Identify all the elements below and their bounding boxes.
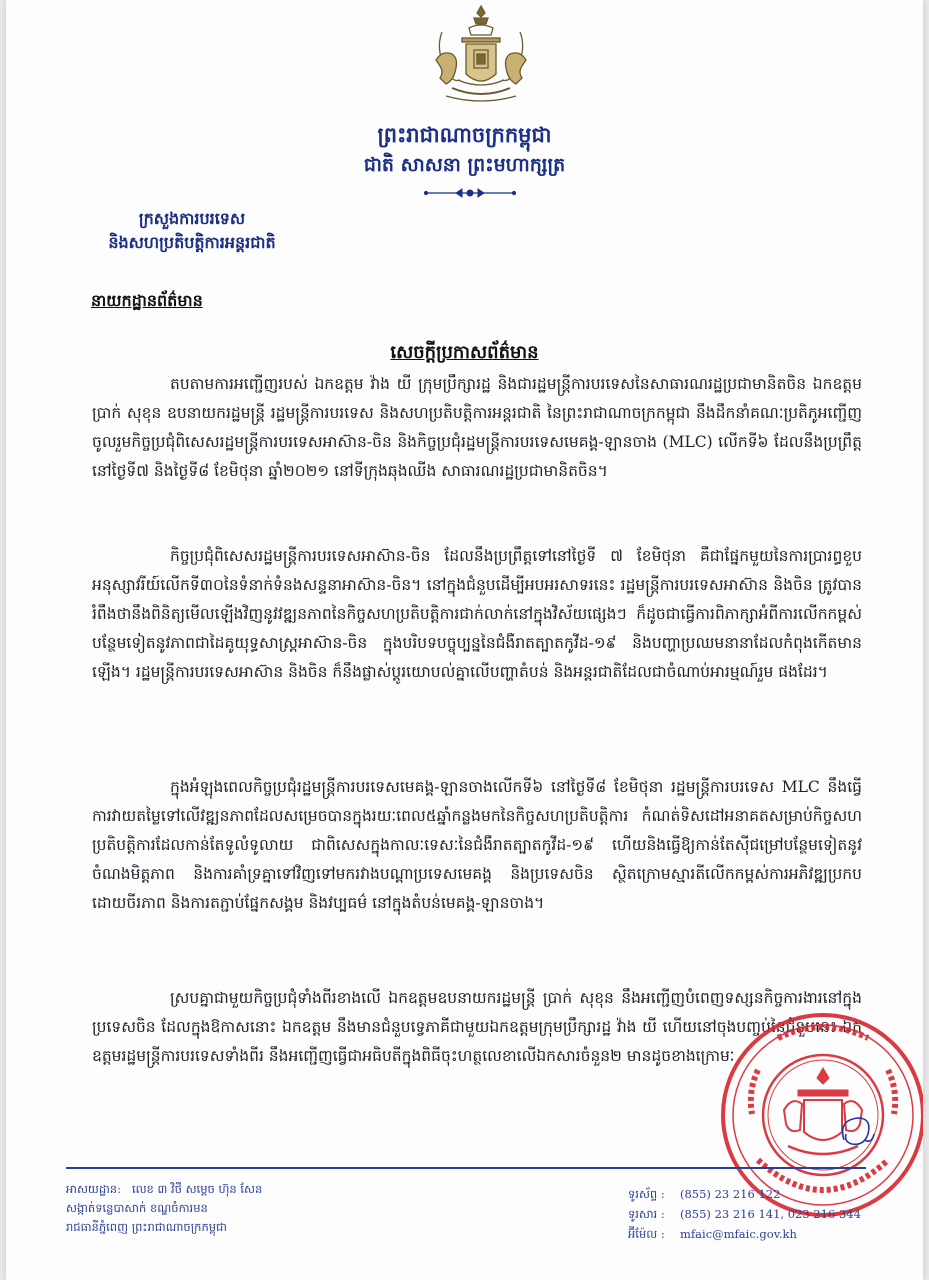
- document-page: [6, 0, 923, 1280]
- ministry-line-2: និងសហប្រតិបត្តិការអន្តរជាតិ: [108, 233, 276, 252]
- footer-divider: [66, 1167, 866, 1169]
- fax-label: ទូរសារ :: [628, 1207, 665, 1221]
- kingdom-heading: ព្រះរាជាណាចក្រកម្ពុជា: [377, 122, 552, 147]
- signature-mark-icon: [836, 1110, 876, 1154]
- address-label: អាសយដ្ឋាន:: [66, 1182, 121, 1196]
- address-line-3: រាជធានីភ្នំពេញ ព្រះរាជាណាចក្រកម្ពុជា: [66, 1220, 227, 1234]
- email-value[interactable]: mfaic@mfaic.gov.kh: [680, 1227, 797, 1241]
- royal-coat-of-arms-icon: [422, 2, 540, 110]
- phone-value: (855) 23 216 122: [680, 1187, 781, 1201]
- paragraph-3-text: ក្នុងអំឡុងពេលកិច្ចប្រជុំរដ្ឋមន្ត្រីការបរទេសមេគង្គ-ឡានចាងលើកទី៦ នៅថ្ងៃទី៨ ខែមិថុនា រដ្ឋមន្ត្រីការបរទេស MLC នឹងធ្វើការវាយតម្លៃទៅលើវឌ្ឍនភាពដែលសម្រេចបានក្នុងរយៈពេល៥ឆ្នាំកន្លងមកនៃកិច្ចសហប្រតិបត្តិការ កំណត់ទិសដៅអនាគតសម្រាប់កិច្ចសហប្រតិបត្តិការដែលកាន់តែទូលំទូលាយ ជាពិសេសក្នុងកាលៈទេសៈនៃជំងឺរាតត្បាតកូវីដ-១៩ ហើយនិងធ្វើឱ្យកាន់តែស៊ីជម្រៅបន្ថែមទៀតនូវចំណងមិត្តភាព និងការគាំទ្រគ្នាទៅវិញទៅមករវាងបណ្តាប្រទេសមេគង្គ និងប្រទេសចិន ស្ថិតក្រោមស្មារតីលើកកម្ពស់ការអភិវឌ្ឍប្រកបដោយចីរភាព និងការតភ្ជាប់ផ្នែកសង្គម និងវប្បធម៌ នៅក្នុងតំបន់មេគង្គ-ឡានចាង។: [92, 778, 862, 912]
- national-motto: ជាតិ សាសនា ព្រះមហាក្សត្រ: [363, 154, 566, 176]
- paragraph-4-text: ស្របគ្នាជាមួយកិច្ចប្រជុំទាំងពីរខាងលើ ឯកឧត្តមឧបនាយករដ្ឋមន្ត្រី ប្រាក់ សុខុន នឹងអញ្ជើញបំពេញទស្សនកិច្ចការងារនៅក្នុងប្រទេសចិន ដែលក្នុងឱកាសនោះ ឯកឧត្តម នឹងមានជំនួបទ្វេភាគីជាមួយឯកឧត្តមក្រុមប្រឹក្សារដ្ឋ វ៉ាង យី ហើយនៅចុងបញ្ចប់នៃជំនួបនេះ ឯកឧត្តមរដ្ឋមន្ត្រីការបរទេសទាំងពីរ នឹងអញ្ជើញធ្វើជាអធិបតីក្នុងពិធីចុះហត្ថលេខាលើឯកសារចំនួន២ មានដូចខាងក្រោមៈ: [92, 989, 862, 1065]
- ministry-name: [62, 207, 322, 255]
- ornament-divider-icon: [420, 187, 520, 199]
- fax-value: (855) 23 216 141, 023 216 344: [680, 1207, 861, 1221]
- paragraph-3: [92, 773, 862, 918]
- paragraph-1-text: តបតាមការអញ្ជើញរបស់ ឯកឧត្តម វ៉ាង យី ក្រុមប្រឹក្សារដ្ឋ និងជារដ្ឋមន្ត្រីការបរទេសនៃសាធារណរដ្ឋប្រជាមានិតចិន ឯកឧត្តម ប្រាក់ សុខុន ឧបនាយករដ្ឋមន្ត្រី រដ្ឋមន្ត្រីការបរទេស និងសហប្រតិបត្តិការអន្តរជាតិ នៃព្រះរាជាណាចក្រកម្ពុជា នឹងដឹកនាំគណៈប្រតិភូអញ្ជើញចូលរួមកិច្ចប្រជុំពិសេសរដ្ឋមន្ត្រីការបរទេសអាស៊ាន-ចិន និងកិច្ចប្រជុំរដ្ឋមន្ត្រីការបរទេសមេគង្គ-ឡានចាង (MLC) លើកទី៦ ដែលនឹងប្រព្រឹត្តនៅថ្ងៃទី៧ និងថ្ងៃទី៨ ខែមិថុនា ឆ្នាំ២០២១ នៅទីក្រុងឆុងឈីង សាធារណរដ្ឋប្រជាមានិតចិន។: [92, 375, 862, 480]
- paragraph-2: [92, 542, 862, 687]
- document-title: សេចក្តីប្រកាសព័ត៌មាន: [390, 342, 539, 363]
- phone-label: ទូរស័ព្ទ :: [628, 1187, 665, 1201]
- paragraph-1: [92, 370, 862, 486]
- ministry-line-1: ក្រសួងការបរទេស: [138, 209, 246, 228]
- footer-address: [66, 1180, 466, 1237]
- department-name: នាយកដ្ឋានព័ត៌មាន: [91, 291, 203, 310]
- email-label: អ៊ីម៉ែល :: [628, 1227, 665, 1241]
- paragraph-2-text: កិច្ចប្រជុំពិសេសរដ្ឋមន្ត្រីការបរទេសអាស៊ាន-ចិន ដែលនឹងប្រព្រឹត្តទៅនៅថ្ងៃទី ៧ ខែមិថុនា គឺជាផ្នែកមួយនៃការប្រារព្ធខួបអនុស្សាវរីយ៍លើកទី៣០នៃទំនាក់ទំនងសន្ទនាអាស៊ាន-ចិន។ នៅក្នុងជំនួបដើម្បីអបអរសាទរនេះ រដ្ឋមន្ត្រីការបរទេសអាស៊ាន និងចិន ត្រូវបានរំពឹងថានឹងពិនិត្យមើលឡើងវិញនូវវឌ្ឍនភាពនៃកិច្ចសហប្រតិបត្តិការជាក់លាក់នៅក្នុងវិស័យផ្សេងៗ ក៏ដូចជាធ្វើការពិភាក្សាអំពីការលើកកម្ពស់បន្ថែមទៀតនូវភាពជាដៃគូយុទ្ធសាស្ត្រអាស៊ាន-ចិន ក្នុងបរិបទបច្ចុប្បន្ននៃជំងឺរាតត្បាតកូវីដ-១៩ និងបញ្ហាប្រឈមនានាដែលកំពុងកើតមានឡើង។ រដ្ឋមន្ត្រីការបរទេសអាស៊ាន និងចិន ក៏នឹងផ្លាស់ប្តូរយោបល់គ្នាលើបញ្ហាតំបន់ និងអន្តរជាតិដែលជាចំណាប់អារម្មណ៍រួម ផងដែរ។: [92, 547, 862, 681]
- footer-contacts: [628, 1184, 918, 1244]
- address-line-2: សង្កាត់ទន្លេបាសាក់ ខណ្ឌចំការមន: [66, 1201, 208, 1215]
- address-value: លេខ ៣ វិថី សម្តេច ហ៊ុន សែន: [131, 1182, 263, 1196]
